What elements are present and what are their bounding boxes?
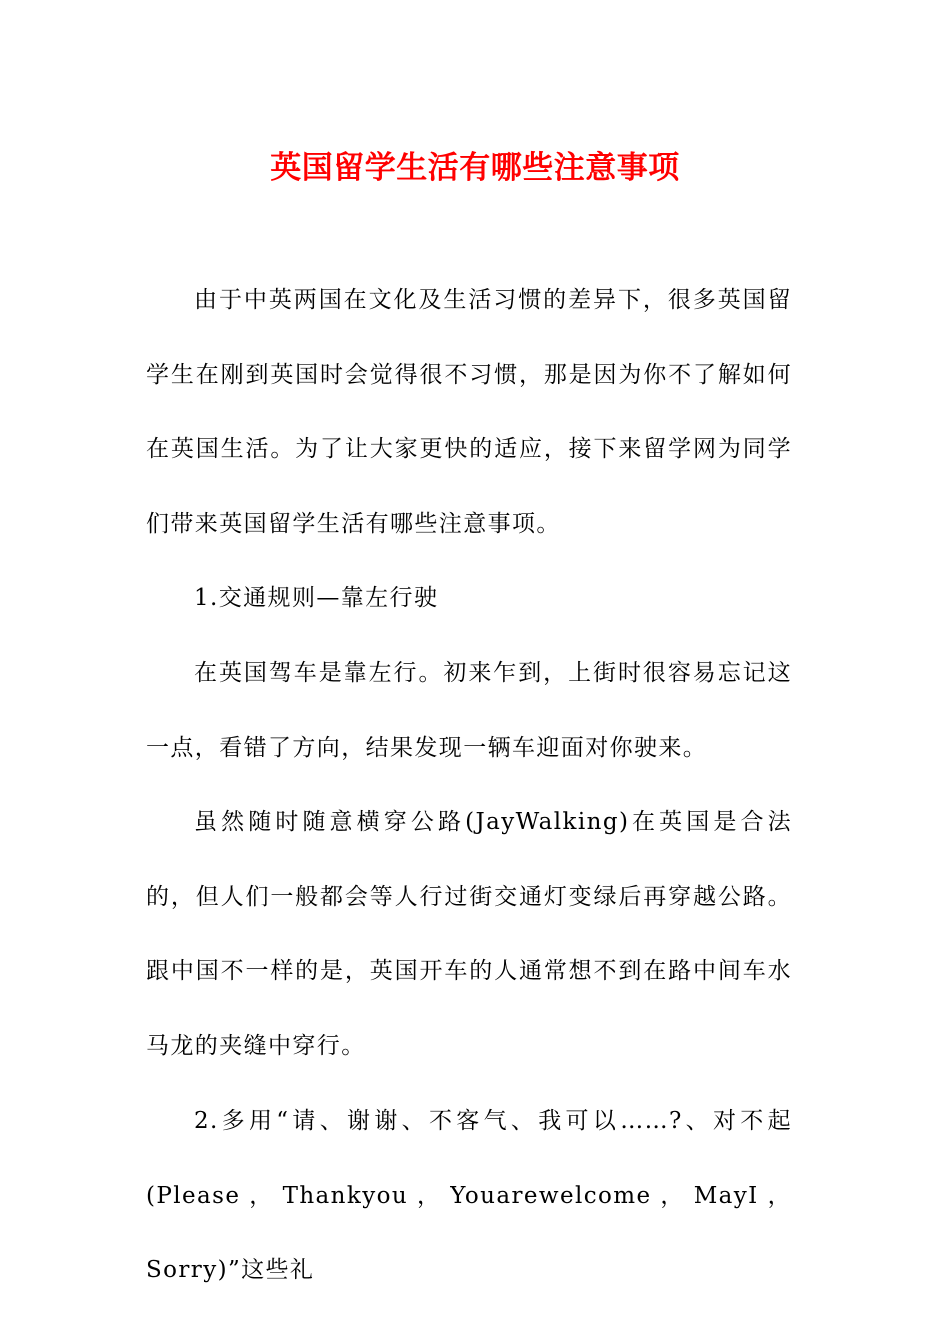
document-title: 英国留学生活有哪些注意事项: [270, 150, 680, 186]
paragraph-intro: 由于中英两国在文化及生活习惯的差异下，很多英国留学生在刚到英国时会觉得很不习惯，那是因为你不了解如何在英国生活。为了让大家更快的适应，接下来留学网为同学们带来英国留学生活有哪些注意事项。: [146, 287, 792, 537]
paragraph-drive-left: 在英国驾车是靠左行。初来乍到，上街时很容易忘记这一点，看错了方向，结果发现一辆车迎面对你驶来。: [146, 660, 792, 761]
paragraph-heading-politeness: 2.多用“请、谢谢、不客气、我可以……?、对不起(Please，Thankyou，Youarewelcome，MayI，Sorry)”这些礼: [146, 1108, 792, 1283]
paragraph-jaywalking: 虽然随时随意横穿公路(JayWalking)在英国是合法的，但人们一般都会等人行过街交通灯变绿后再穿越公路。跟中国不一样的是，英国开车的人通常想不到在路中间车水马龙的夹缝中穿行。: [146, 809, 792, 1059]
paragraph-heading-traffic: 1.交通规则—靠左行驶: [194, 585, 439, 611]
